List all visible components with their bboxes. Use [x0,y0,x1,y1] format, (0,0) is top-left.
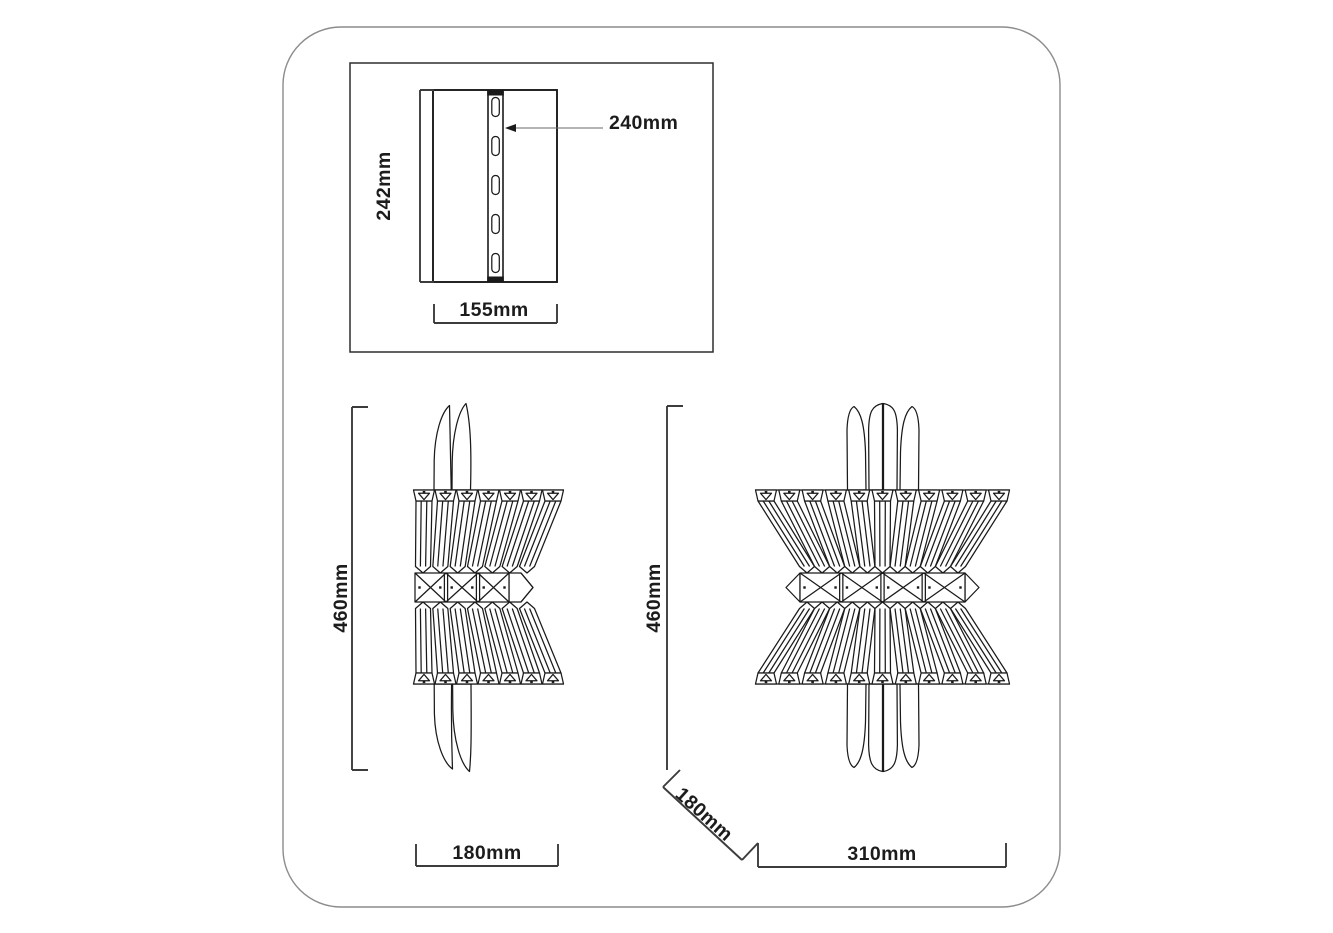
dim-side-width-label: 180mm [452,842,522,864]
strip-slot [492,137,500,156]
slot-strip-arrowhead-icon [505,124,516,132]
crystal-prism [872,602,893,684]
dim-side-height [330,407,368,770]
crystal-prism [414,602,435,684]
crystal-prism [872,490,893,573]
strip-slot [492,98,500,117]
strip-slot [492,254,500,273]
dim-front-width-label: 310mm [847,843,917,865]
strip-slot [492,176,500,195]
backplate-view [350,63,713,352]
side-view [330,404,564,867]
dim-backplate-height-label: 242mm [373,151,395,221]
crystal-band [786,573,979,602]
crystal-band [415,573,533,602]
crystal-prism [414,490,435,573]
dim-slot-strip-label: 240mm [609,112,679,134]
dim-backplate-width-label: 155mm [459,299,529,321]
strip-end-cap-bottom [487,277,504,283]
strip-slot [492,215,500,234]
dim-backplate-width [434,299,557,323]
dim-front-depth [663,770,758,860]
side-fixture-drawing [414,490,564,684]
dim-backplate-height [373,90,434,282]
mounting-strip [487,90,504,282]
front-fixture-drawing [756,490,1010,684]
dim-slot-strip [505,112,678,134]
outer-frame-border [283,27,1060,907]
dim-front-depth-label: 180mm [670,783,738,846]
front-view [643,404,1010,868]
backplate-view-box [350,63,713,352]
dim-front-height-label: 460mm [643,563,665,633]
dim-side-width [416,842,558,866]
dim-side-height-label: 460mm [330,563,352,633]
dim-front-height [643,406,683,770]
strip-end-cap-top [487,90,504,96]
dim-front-width [758,843,1006,867]
